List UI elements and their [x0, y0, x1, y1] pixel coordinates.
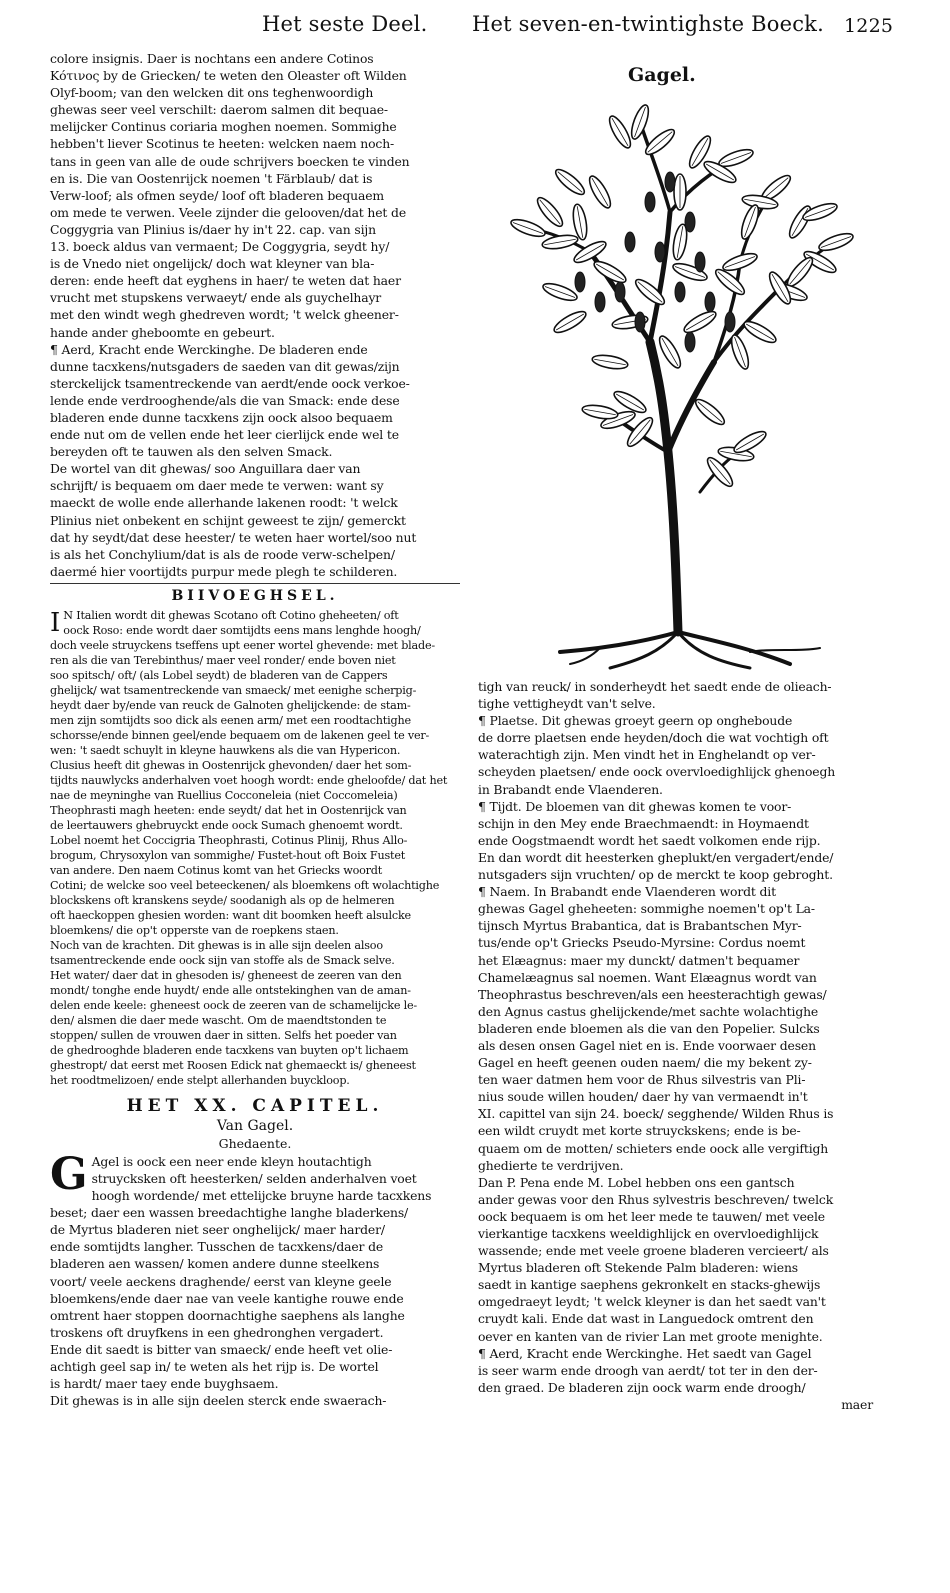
text-line: stoppen/ sullen de vrouwen daer in sitten. Selfs het poeder van [50, 1028, 397, 1042]
text-line: Agel is oock een neer ende kleyn houtachtigh [91, 1153, 372, 1169]
text-line: het Elæagnus: maer my dunckt/ datmen't bequamer [478, 952, 800, 968]
text-line: ren als die van Terebinthus/ maer veel ronder/ ende boven niet [50, 653, 396, 667]
text-line: Theophrasti magh heeten: ende seydt/ dat het in Oostenrijck van [50, 803, 407, 817]
section-heading-biivoeghsel: BIIVOEGHSEL. [171, 587, 339, 604]
text-line: ¶ Tijdt. De bloemen van dit ghewas komen te voor- [478, 798, 792, 814]
text-line: bladeren aen wassen/ komen andere dunne steelkens [50, 1256, 380, 1272]
paragraph-reuck [478, 678, 873, 712]
running-head-right: Het seven-en-twintighste Boeck. [472, 12, 824, 36]
paragraph-biivoeghsel [50, 608, 460, 938]
text-line: oock Roso: ende wordt daer somtijdts eens mans lenghde hoogh/ [63, 623, 421, 637]
paragraph-wortel [50, 460, 460, 580]
text-line: oock bequaem is om het leer mede te tauwen/ met veele [478, 1208, 825, 1224]
text-line: bloemkens/ die op't opperste van de roepkens staen. [50, 923, 339, 937]
text-line: Coggygria van Plinius is/daer hy in't 22. cap. van sijn [50, 221, 376, 237]
text-line: ander gewas voor den Rhus sylvestris beschreven/ twelck [478, 1191, 834, 1207]
paragraph-pena [478, 1174, 873, 1345]
catkin-icon [625, 232, 635, 252]
catkin-icon [695, 252, 705, 272]
text-line: tsamentreckende ende oock sijn van stoffe als de Smack selve. [50, 953, 395, 967]
text-line: Het water/ daer dat in ghesoden is/ gheneest de zeeren van den [50, 968, 402, 982]
dropcap-g: G [50, 1148, 88, 1200]
paragraph-plaetse [478, 712, 873, 797]
section-subtitle-ghedaente: Ghedaente. [218, 1135, 292, 1151]
paragraph-gagel [50, 1148, 460, 1392]
text-line: soo spitsch/ oft/ (als Lobel seydt) de bladeren van de Cappers [50, 668, 388, 682]
text-line: waterachtigh zijn. Men vindt het in Enghelandt op ver- [478, 747, 816, 763]
text-line: ende somtijdts langher. Tusschen de tacxkens/daer de [50, 1239, 384, 1255]
text-line: een wildt cruydt met korte struyckskens; ende is be- [478, 1123, 801, 1139]
text-line: melijcker Continus coriaria moghen noemen. Sommighe [50, 119, 397, 135]
text-line: sterckelijck tsamentreckende van aerdt/ende oock verkoe- [50, 375, 410, 391]
text-line: het roodtmelizoen/ ende stelpt allerhanden buyckloop. [50, 1073, 350, 1087]
running-head-left: Het seste Deel. [262, 12, 428, 36]
text-line: ghelijck/ wat tsamentreckende van smaeck/ met eenighe scherpig- [50, 683, 417, 697]
catkin-icon [655, 242, 665, 262]
text-line: voort/ veele aeckens draghende/ eerst van kleyne geele [50, 1273, 392, 1289]
text-line: ¶ Aerd, Kracht ende Werckinghe. Het saedt van Gagel [478, 1345, 812, 1361]
text-line: ghewas Gagel gheheeten: sommighe noemen't op't La- [478, 901, 815, 917]
text-line: Noch van de krachten. Dit ghewas is in alle sijn deelen alsoo [50, 938, 383, 952]
text-line: lende ende verdrooghende/als die van Smack: ende dese [50, 392, 400, 408]
text-line: vrucht met stupskens verwaeyt/ ende als guychelhayr [50, 290, 382, 306]
text-line: delen ende keele: gheneest oock de zeeren van de schamelijcke le- [50, 998, 417, 1012]
text-line: schrijft/ is bequaem om daer mede te verwen: want sy [50, 478, 384, 494]
text-line: om mede te verwen. Veele zijnder die gelooven/dat het de [50, 204, 407, 220]
text-line: tus/ende op't Griecks Pseudo-Myrsine: Cordus noemt [478, 935, 806, 951]
text-line: deren: ende heeft dat eyghens in haer/ te weten dat haer [50, 273, 401, 289]
text-line: ¶ Aerd, Kracht ende Werckinghe. De bladeren ende [50, 341, 368, 357]
text-line: XI. capittel van sijn 24. boeck/ segghende/ Wilden Rhus is [478, 1106, 834, 1122]
text-line: schorsse/ende binnen geel/ende bequaem om de lakenen geel te ver- [50, 728, 430, 742]
text-line: Olyf-boom; van den welcken dit ons teghenwoordigh [50, 85, 374, 101]
text-line: Κότινος by de Griecken/ te weten den Oleaster oft Wilden [50, 68, 407, 84]
text-line: Plinius niet onbekent en schijnt geweest te zijn/ gemerckt [50, 512, 406, 528]
text-line: dunne tacxkens/nutsgaders de saeden van dit gewas/zijn [50, 358, 400, 374]
text-line: vierkantige tacxkens weeldighlijck en overvloedighlijck [478, 1226, 819, 1241]
text-line: als desen onsen Gagel niet en is. Ende voorwaer desen [478, 1037, 816, 1053]
paragraph-tijdt [478, 798, 873, 883]
text-line: ten waer datmen hem voor de Rhus silvestris van Pli- [478, 1072, 806, 1088]
text-line: colore insignis. Daer is nochtans een andere Cotinos [50, 51, 374, 66]
text-line: in Brabandt ende Vlaenderen. [478, 781, 663, 797]
text-line: ¶ Naem. In Brabandt ende Vlaenderen wordt dit [478, 884, 776, 900]
text-line: oft haeckoppen ghesien worden: want dit boomken heeft alsulcke [50, 908, 411, 922]
text-line: troskens oft druyfkens in een ghedronghen vergadert. [50, 1324, 384, 1340]
text-line: tighe vettigheydt van't selve. [478, 696, 656, 712]
text-line: nae de meyninghe van Ruellius Cocconeleia (niet Coccomeleia) [50, 788, 398, 802]
paragraph-aerd-kracht [50, 341, 460, 461]
chapter-heading: HET XX. CAPITEL. [126, 1095, 384, 1116]
text-line: tigh van reuck/ in sonderheydt het saedt ende de olieach- [478, 679, 832, 694]
left-column [50, 50, 460, 1409]
text-line: ghedierte te verdrijven. [478, 1157, 624, 1173]
text-line: N Italien wordt dit ghewas Scotano oft Cotino gheheeten/ oft [63, 608, 399, 622]
text-line: heydt daer by/ende van reuck de Galnoten ghelijckende: de stam- [50, 698, 411, 712]
text-line: bladeren ende dunne tacxkens zijn oock alsoo bequaem [50, 409, 393, 425]
text-line: Clusius heeft dit ghewas in Oostenrijck ghevonden/ daer het som- [50, 758, 412, 772]
text-line: bereyden oft te tauwen als den selven Smack. [50, 444, 333, 460]
text-line: ende nut om de vellen ende het leer cierlijck ende wel te [50, 427, 399, 443]
text-line: is seer warm ende droogh van aerdt/ tot ter in den der- [478, 1362, 818, 1378]
text-line: is hardt/ maer taey ende buyghsaem. [50, 1376, 279, 1392]
text-line: quaem om de motten/ schieters ende oock alle vergiftigh [478, 1140, 829, 1156]
text-line: Ende dit saedt is bitter van smaeck/ ende heeft vet olie- [50, 1341, 393, 1357]
catkin-icon [575, 272, 585, 292]
catkin-icon [705, 292, 715, 312]
text-line: de Myrtus bladeren niet seer onghelijck/ maer harder/ [50, 1222, 385, 1238]
text-line: Gagel en heeft geenen ouden naem/ die my bekent zy- [478, 1055, 812, 1071]
text-line: nius soude willen houden/ daer hy van vermaendt in't [478, 1089, 808, 1105]
dropcap-i: I [50, 607, 61, 638]
text-line: Chamelæagnus sal noemen. Want Elæagnus wordt van [478, 969, 817, 985]
catkin-icon [685, 332, 695, 352]
text-line: is als het Conchylium/dat is als de roode verw-schelpen/ [50, 546, 395, 562]
text-line: ghestropt/ dat eerst met Roosen Edick nat ghemaeckt is/ gheneest [50, 1058, 416, 1072]
text-line: En dan wordt dit heesterken gheplukt/en vergadert/ende/ [478, 849, 834, 865]
figure-title: Gagel. [628, 64, 696, 86]
catkin-icon [685, 212, 695, 232]
text-line: is de Vnedo niet ongelijck/ doch wat kleyner van bla- [50, 256, 375, 272]
text-line: ghewas seer veel verschilt: daerom salmen dit bequae- [50, 102, 388, 118]
text-line: tijdts nauwlycks anderhalven voet hoogh wordt: ende gheloofde/ dat het [50, 773, 448, 787]
catkin-icon [615, 282, 625, 302]
text-line: oever en kanten van de rivier Lan met groote menighte. [478, 1328, 823, 1344]
text-line: tans in geen van alle de oude schrijvers boecken te vinden [50, 153, 410, 169]
text-line: doch veele struyckens tseffens upt eener wortel ghevende: met blade- [50, 638, 435, 652]
text-line: omtrent haer stoppen doornachtighe saephens als langhe [50, 1307, 405, 1323]
text-line: en is. Die van Oostenrijck noemen 't Färblaub/ dat is [50, 170, 373, 186]
text-line: dat hy seydt/dat dese heester/ te weten haer wortel/soo nut [50, 529, 417, 545]
text-line: met den windt wegh ghedreven wordt; 't welck gheener- [50, 307, 399, 323]
text-line: de leertauwers ghebruyckt ende oock Sumach ghenoemt wordt. [50, 818, 403, 832]
catkin-icon [635, 312, 645, 332]
paragraph-aerd [478, 1345, 873, 1396]
text-line: scheyden plaetsen/ ende oock overvloedighlijck ghenoegh [478, 764, 836, 780]
page-number: 1225 [844, 15, 894, 37]
text-line: bloemkens/ende daer nae van veele kantighe rouwe ende [50, 1290, 404, 1306]
divider [50, 583, 460, 584]
text-line: schijn in den Mey ende Braechmaendt: in Hoymaendt [478, 815, 809, 831]
text-line: ¶ Plaetse. Dit ghewas groeyt geern op ongheboude [478, 713, 793, 729]
text-line: bladeren ende bloemen als die van den Popelier. Sulcks [478, 1020, 820, 1036]
text-line: omgedraeyt leydt; 't welck kleyner is dan het saedt van't [478, 1294, 826, 1310]
text-line: hoogh wordende/ met ettelijcke bruyne harde tacxkens [91, 1188, 432, 1204]
text-line: nutsgaders sijn vruchten/ op de merckt te koop gebroght. [478, 867, 833, 883]
gagel-plant-illustration [500, 92, 860, 672]
text-line: cruydt kali. Ende dat wast in Languedock omtrent den [478, 1311, 814, 1327]
text-line: De wortel van dit ghewas/ soo Anguillara daer van [50, 461, 361, 477]
text-line: Dan P. Pena ende M. Lobel hebben ons een gantsch [478, 1174, 795, 1190]
catkin-icon [665, 172, 675, 192]
catkin-icon [675, 282, 685, 302]
text-line: struycksken oft heesterken/ selden anderhalven voet [91, 1171, 417, 1186]
text-line: Theophrastus beschreven/als een heesterachtigh gewas/ [478, 986, 827, 1002]
catkin-icon [725, 312, 735, 332]
text-line: den/ alsmen die daer mede wascht. Om de maendtstonden te [50, 1013, 387, 1027]
text-line: Dit ghewas is in alle sijn deelen sterck ende swaerach- [50, 1393, 387, 1409]
text-line: mondt/ tonghe ende huydt/ ende alle ontstekinghen van de aman- [50, 983, 411, 997]
text-line: hebben't liever Scotinus te heeten: welcken naem noch- [50, 136, 395, 152]
text-line: Myrtus bladeren oft Stekende Palm bladeren: wiens [478, 1260, 798, 1276]
text-line: saedt in kantige saephens gekronkelt en stacks-ghewijs [478, 1277, 821, 1293]
right-column [478, 678, 873, 1412]
text-line: ende Oogstmaendt wordt het saedt volkomen ende rijp. [478, 832, 821, 848]
text-line: de dorre plaetsen ende heyden/doch die wat vochtigh oft [478, 730, 829, 746]
text-line: blockskens oft kranskens seyde/ soodanigh als op de helmeren [50, 893, 395, 907]
catkin-icon [595, 292, 605, 312]
text-line: wen: 't saedt schuylt in kleyne hauwkens als die van Hypericon. [50, 743, 401, 757]
text-line: achtigh geel sap in/ te weten als het rijp is. De wortel [50, 1359, 379, 1375]
text-line: Verw-loof; als ofmen seyde/ loof oft bladeren bequaem [50, 187, 384, 203]
text-line: den graed. De bladeren zijn oock warm ende droogh/ [478, 1379, 806, 1395]
text-line: Cotini; de welcke soo veel beteeckenen/ als bloemkens oft wolachtighe [50, 878, 440, 892]
text-line: 13. boeck aldus van vermaent; De Coggygria, seydt hy/ [50, 239, 390, 255]
paragraph-krachten [50, 938, 460, 1088]
text-line: maeckt de wolle ende allerhande lakenen roodt: 't welck [50, 495, 398, 511]
text-line: hande ander gheboomte en gebeurt. [50, 324, 275, 340]
text-line: tijnsch Myrtus Brabantica, dat is Brabantschen Myr- [478, 918, 802, 934]
text-line: wassende; ende met veele groene bladeren vercieert/ als [478, 1243, 829, 1259]
text-line: de ghedrooghde bladeren ende tacxkens van buyten op't lichaem [50, 1043, 409, 1057]
text-line: den Agnus castus ghelijckende/met sachte wolachtighe [478, 1003, 819, 1019]
catkin-icon [645, 192, 655, 212]
chapter-subtitle: Van Gagel. [216, 1117, 294, 1134]
text-line: brogum, Chrysoxylon van sommighe/ Fustet-hout oft Boix Fustet [50, 848, 406, 862]
paragraph-naem [478, 883, 873, 1174]
text-line: men zijn somtijdts soo dick als eenen arm/ met een roodtachtighe [50, 713, 411, 727]
text-line: beset; daer een wassen breedachtighe langhe bladerkens/ [50, 1205, 409, 1221]
text-line: van andere. Den naem Cotinus komt van het Griecks woordt [50, 863, 383, 877]
text-line: Lobel noemt het Coccigria Theophrasti, Cotinus Plinij, Rhus Allo- [50, 833, 408, 847]
paragraph-cotinus [50, 50, 460, 341]
text-line: daermé hier voortijdts purpur mede plegh te schilderen. [50, 563, 398, 579]
catchword: maer [841, 1396, 873, 1412]
